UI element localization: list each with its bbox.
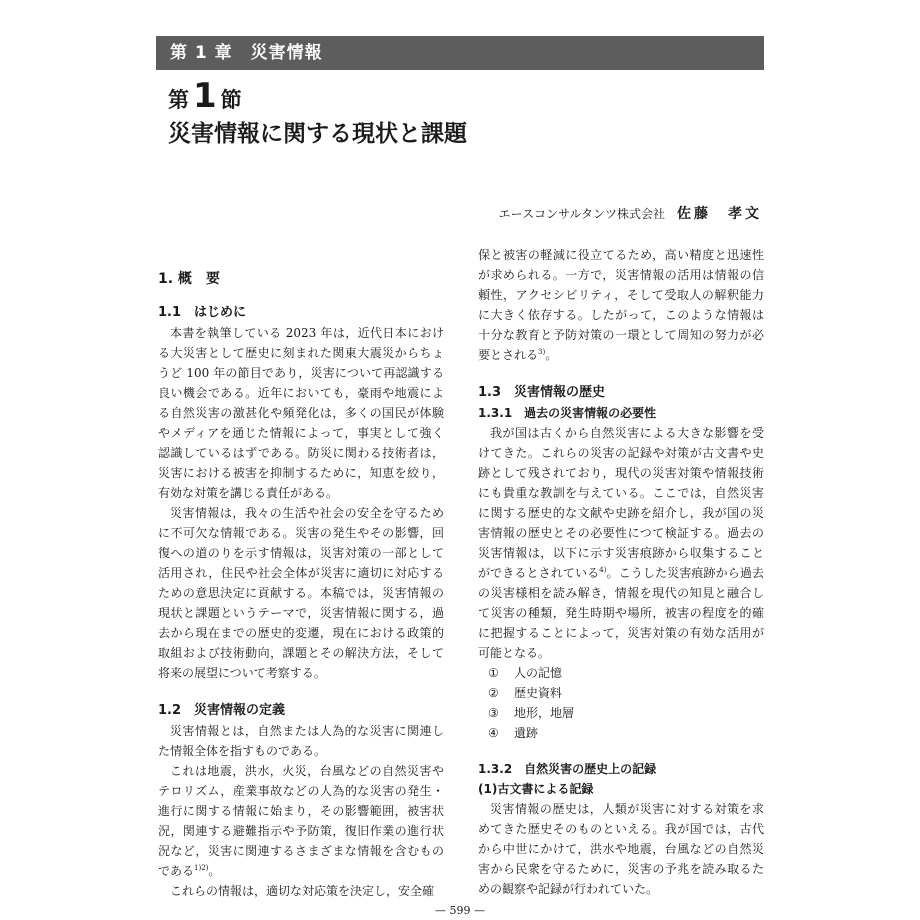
chapter-header: 第 1 章 災害情報	[156, 36, 764, 70]
list-item	[488, 683, 764, 703]
heading-1-1: 1.1 はじめに	[158, 305, 247, 320]
citation: 3)	[538, 348, 546, 356]
list-marker: ①	[488, 666, 499, 680]
paragraph	[158, 761, 444, 881]
heading-1-3-2: 1.3.2 自然災害の歴史上の記録	[478, 762, 657, 776]
list-marker: ④	[488, 726, 499, 740]
left-column	[158, 245, 444, 901]
paragraph: 本書を執筆している 2023 年は，近代日本における大災害として歴史に刻まれた関東大震災からちょうど 100 年の節目であり，災害について再認識する良い機会である。近年においても，豪雨や地震による自然災害の激甚化や頻発化は，多くの国民が体験やメディアを通じた情報によって，事実として強く認識しているはずである。防災に関わる技術者は，災害における被害を抑制するために，知恵を絞り，有効な対策を講じる責任がある。	[158, 326, 444, 500]
trace-list	[478, 663, 764, 743]
list-text: 人の記憶	[514, 666, 563, 680]
paragraph-text: これは地震，洪水，火災，台風などの自然災害やテロリズム，産業事故などの人為的な災害の発生・進行に関する情報に始まり，その影響範囲，被害状況，関連する避難指示や予防策，復旧作業の進行状況など，災害に関連するさまざまな情報を含むものである	[158, 764, 444, 878]
section-prefix: 第	[168, 88, 189, 112]
paragraph	[478, 423, 764, 663]
author-name: 佐藤 孝文	[677, 206, 762, 222]
section-suffix: 節	[220, 88, 242, 112]
section-heading	[168, 76, 467, 150]
list-text: 遺跡	[514, 726, 539, 740]
heading-subsection-1: (1)古文書による記録	[478, 782, 594, 796]
list-text: 歴史資料	[514, 686, 563, 700]
list-text: 地形，地層	[514, 706, 575, 720]
page-number: — 599 —	[435, 904, 485, 917]
paragraph: 災害情報は，我々の生活や社会の安全を守るために不可欠な情報である。災害の発生やその影響，回復への道のりを示す情報は，災害対策の一部として活用され，住民や社会全体が災害に適切に対応するための意思決定に貢献する。本稿では，災害情報の現状と課題というテーマで，災害情報に関する，過去から現在までの歴史的変遷，現在における政策的取組および技術動向，課題とその解決方法，そして将来の展望について考察する。	[158, 506, 444, 680]
paragraph-text: 我が国は古くから自然災害による大きな影響を受けてきた。これらの災害の記録や対策が古文書や史跡として残されており，現代の災害対策や情報技術にも貴重な教訓を与えている。ここでは，自然災害に関する歴史的な文献や史跡を紹介し，我が国の災害情報の歴史とその必要性につて検証する。過去の災害情報は，以下に示す災害痕跡から収集することができるとされている	[478, 426, 764, 580]
section-title: 災害情報に関する現状と課題	[168, 121, 467, 147]
right-column	[478, 245, 764, 899]
paragraph: 災害情報の歴史は，人類が災害に対する対策を求めてきた歴史そのものといえる。我が国では，古代から中世にかけて，洪水や地震，台風などの自然災害から民衆を守るために，災害の予兆を読み取るための観察や記録が行われていた。	[478, 802, 764, 896]
heading-1-2: 1.2 災害情報の定義	[158, 703, 286, 718]
list-item	[488, 663, 764, 683]
citation: 4)	[599, 566, 607, 574]
paragraph-text: 保と被害の軽減に役立てるため，高い精度と迅速性が求められる。一方で，災害情報の活用は情報の信頼性，アクセシビリティ，そして受取人の解釈能力に大きく依存する。したがって，このような情報は十分な教育と予防対策の一環として周知の努力が必要とされる	[478, 248, 764, 362]
heading-overview: 1. 概 要	[158, 271, 220, 287]
heading-1-3: 1.3 災害情報の歴史	[478, 385, 606, 400]
section-number	[168, 76, 467, 116]
list-item	[488, 703, 764, 723]
paragraph-text: 。こうした災害痕跡から過去の災害様相を読み解き，情報を現代の知見と融合して災害の種類，発生時期や場所，被害の程度を的確に把握することによって，災害対策の有効な活用が可能となる。	[478, 566, 764, 660]
paragraph: 災害情報とは，自然または人為的な災害に関連した情報全体を指すものである。	[158, 724, 444, 758]
list-marker: ③	[488, 706, 499, 720]
author-affiliation: エースコンサルタンツ株式会社	[498, 207, 665, 221]
list-item	[488, 723, 764, 743]
list-marker: ②	[488, 686, 499, 700]
citation: 1)2)	[194, 864, 209, 872]
paragraph	[478, 245, 764, 365]
paragraph: これらの情報は，適切な対応策を決定し，安全確	[170, 884, 435, 898]
paragraph-end: 。	[208, 864, 221, 878]
author-line	[499, 203, 762, 223]
section-number-value: 1	[193, 76, 217, 116]
paragraph-end: 。	[545, 348, 558, 362]
heading-1-3-1: 1.3.1 過去の災害情報の必要性	[478, 406, 657, 420]
